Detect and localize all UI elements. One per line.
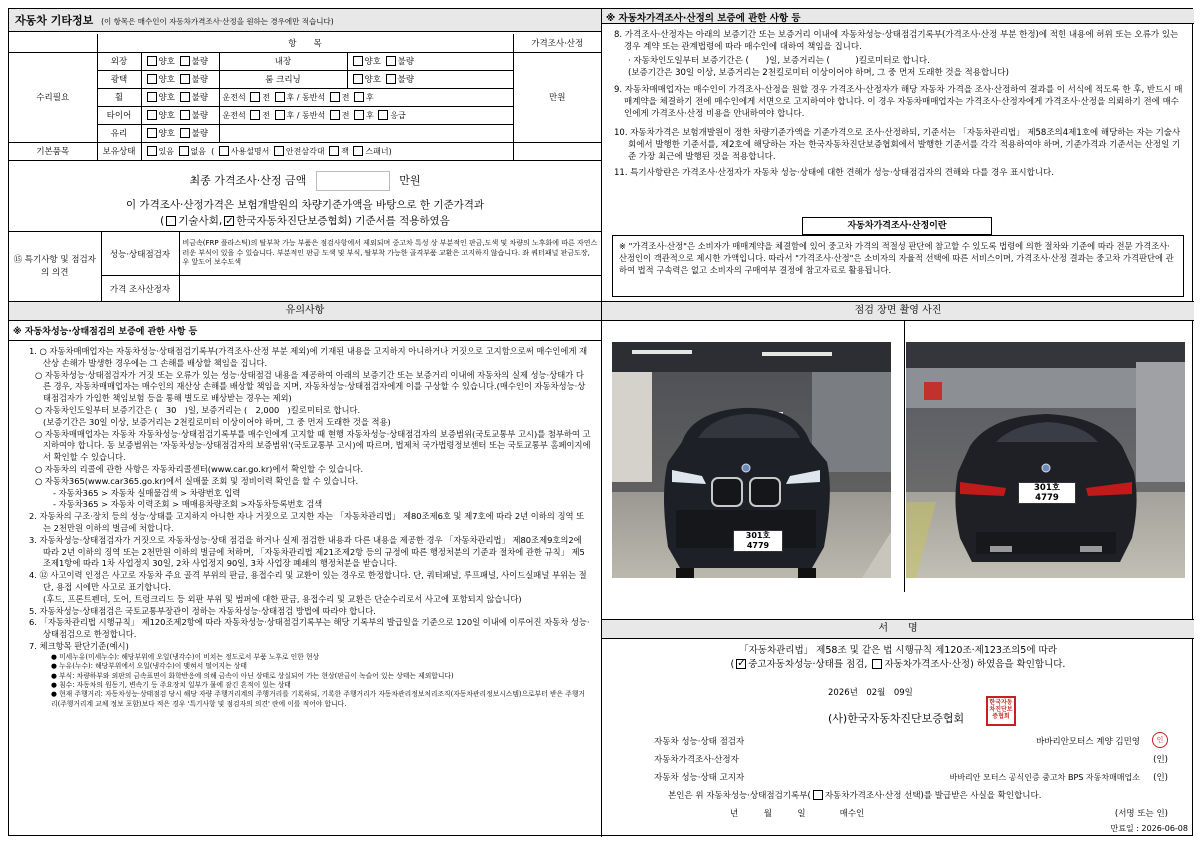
note-1-b: ○ 자동차성능·상태점검자가 거짓 또는 오류가 있는 성능·상태점검 내용을 제공하여 아래의 보증기간 또는 보증거리 이내에 자동차의 실제 성능·상태가 다른 경우, 자동차매매업자는 매수인의 재산상 손해를 배상할 책임을 지며, 자동차성능·상태점검자에게 이를 구상할 수 있습니다.(매수인이 자동차성능·상태점검자가 가입한 책임보험 등을 통해 별도로 배상받는 경우는 제외) [35, 369, 586, 404]
appraiser-label: 자동차가격조사·산정자 [654, 755, 739, 765]
buyer-sign-row [610, 806, 1186, 822]
header-item: 항 목 [97, 34, 513, 52]
bad-text: 불량 [191, 93, 209, 103]
wheel-front-checkbox[interactable] [250, 92, 260, 102]
criteria-item: ● 누유(누수): 해당부위에서 오일(냉각수)이 맺혀서 떨어지는 상태 [51, 662, 247, 671]
driver-seat-text: 운전석 [222, 92, 246, 102]
bad-text: 불량 [191, 129, 209, 139]
note-3: 3. 자동차성능·상태점검자가 거짓으로 자동차성능·상태 점검을 하거나 실제 점검한 내용과 다른 내용을 제공한 경우 「자동차관리법」 제80조제9호의2에 따라 2년 이하의 징역 또는 2천만원 이하의 벌금에 처하며, 「자동차관리법 제21조제2항 등의 규정에 따른 행정처분의 기준과 절차에 관한 규칙」 제5조제1항에 따라 1차 사업정지 30일, 2차 사업정지 90일, 3차 사업장 폐쇄의 행정처분을 받습니다. [29, 534, 585, 569]
tech-society-text: 기술사회, [178, 215, 223, 227]
gloss-label: 광택 [97, 70, 141, 88]
bad-text: 불량 [191, 111, 209, 121]
note-1-i: - 자동차365 > 자동차 이력조회 > 매매용차량조회 >자동차등록번호 검색 [53, 499, 323, 510]
tire-emergency-checkbox[interactable] [378, 110, 388, 120]
wheel-bad-checkbox[interactable] [180, 92, 190, 102]
tech-society-checkbox[interactable] [166, 216, 176, 226]
paren-text: ( [160, 215, 165, 227]
notifier-name: 바바리안 모터스 공식인증 중고차 BPS 자동차매매업소 [949, 773, 1140, 782]
none-checkbox[interactable] [179, 146, 189, 156]
tire-prear-checkbox[interactable] [354, 110, 364, 120]
none-text: 없음 [190, 146, 206, 156]
gloss-bad-checkbox[interactable] [180, 74, 190, 84]
warranty-period-note: (보증기간은 30일 이상, 보증거리는 2천킬로미터 이상이어야 하며, 그 중 먼저 도래한 것을 적용합니다) [628, 68, 1009, 78]
statement-line1: 「자동차관리법」 제58조 및 같은 법 시행규칙 제120조·제123조의5에 따라 [739, 645, 1057, 656]
special-notes-table [9, 231, 601, 301]
kaa-checkbox[interactable] [224, 216, 234, 226]
emergency-text: 응급 [390, 110, 406, 120]
final-price-label: 최종 가격조사·산정 금액 [189, 174, 307, 187]
organization-seal [986, 696, 1016, 726]
note-1-d: (보증기간은 30일 이상, 보증거리는 2천킬로미터 이상이어야 하며, 그 중 먼저 도래한 것을 적용) [43, 416, 391, 427]
criteria-item: ● 침수: 자동차의 원동기, 변속기 등 주요장치 일부가 물에 잠긴 흔적이 있는 상태 [51, 680, 291, 689]
front-text: 전 [262, 92, 270, 102]
possession-label: 보유상태 [97, 142, 141, 160]
note-4-b: (후드, 프론트펜더, 도어, 트렁크리드 등 외판 부위 및 범퍼에 대한 판금, 용접수리 및 교환은 단순수리로서 사고에 포함되지 않습니다) [43, 593, 522, 604]
note-7: 7. 체크항목 판단기준(예시) [29, 640, 129, 651]
note-1-h: - 자동차365 > 자동차 실매물검색 > 차량번호 입력 [53, 487, 241, 498]
manual-text: 사용설명서 [230, 146, 270, 156]
section-title-bar [9, 9, 601, 32]
tire-pfront-checkbox[interactable] [330, 110, 340, 120]
header-price: 가격조사·산정 [513, 34, 601, 52]
note-1-a: 1. ○ 자동차매매업자는 자동차성능·상태점검기록부(가격조사·산정 부분 제외)에 기재된 내용을 고지하지 아니하거나 거짓으로 고지함으로써 매수인에게 재산상 손해가 발생한 경우에는 그 손해를 배상할 책임을 집니다. [29, 346, 588, 368]
buyer-confirmation [668, 788, 1186, 804]
wheel-label: 휠 [97, 88, 141, 106]
inspector-name: 바바리안모터스 계양 김민영 [1036, 737, 1140, 747]
tire-label: 타이어 [97, 106, 141, 124]
organization-stamp: 한국자동차진단보증협회 [986, 696, 1016, 726]
good-text: 양호 [364, 75, 381, 85]
criteria-list [29, 653, 591, 709]
inspection-record-page [8, 8, 1193, 836]
signature-row-inspector [610, 734, 1186, 750]
wheel-good-checkbox[interactable] [147, 92, 157, 102]
performance-check-text: 중고자동차성능·상태를 점검, [748, 659, 868, 670]
warranty-item-9: 9. 자동차매매업자는 매수인이 가격조사·산정을 원할 경우 가격조사·산정자가 해당 자동차 가격을 조사·산정하여 결과를 이 서식에 적도록 한 후, 반드시 매매계약을 체결하기 전에 매수인에게 서면으로 고지하여야 합니다. 이 경우 자동차매매업자는 가격조사·산정자에게 가격조사·산정을 의뢰하기 전에 매수인에게 가격조사·산정 비용을 안내하여야 합니다. [614, 85, 1183, 119]
criteria-item: ● 부식: 차량하부와 외판의 금속표면이 화학반응에 의해 금속이 아닌 상태로 상실되어 가는 현상(판금이 녹슬어 있는 상태는 제외합니다) [51, 671, 454, 680]
appraiser-seal: (인) [1153, 755, 1168, 765]
warranty-item-10: 10. 자동차가격은 보험개발원이 정한 차량기준가액을 기준가격으로 조사·산정하되, 기준서는 「자동차관리법」 제58조의4제1호에 해당하는 자는 기술사회에서 발행한 기준서를, 제2호에 해당하는 자는 한국자동차진단보증협회에서 발행한 기준서를 각각 적용하여야 하며, 기준가격과 기준서는 산정일 기준 가장 최근에 발행된 것을 적용합니다. [614, 128, 1181, 162]
note-1-f: ○ 자동차의 리콜에 관한 사항은 자동차리콜센터(www.car.go.kr)에서 확인할 수 있습니다. [35, 463, 364, 474]
buyer-suffix: 자동차가격조사·산정 선택)를 발급받은 사실을 확인합니다. [824, 791, 1042, 801]
repair-table: 항 목 가격조사·산정 수리필요 외장 양호 불량 내장 양호 불량 만원 광택 양호 불량 룸 크리닝 양호 불량 휠 양호 불량 운전석 전 후 / 동반석 전 후 타이어 양호 불량 운전석 전 후 / 동반석 전 후 응급 유리 양호 불량 기본품목 보유상태 있음 없음 ( 사용설명서 안전삼각대 잭 스패너) [9, 34, 601, 161]
price-appraisal-checkbox[interactable] [872, 659, 882, 669]
rear-passenger-text: 후 / 동반석 [286, 110, 326, 120]
notifier-seal: (인) [1153, 773, 1168, 783]
buyer-date: 년 월 일 매수인 [730, 809, 865, 819]
good-text: 양호 [158, 57, 175, 67]
inspector-opinion-text: 비금속(FRP 플라스틱)의 탈부착 가능 부품은 점검사항에서 제외되며 중고차 특성 상 부분적인 판금,도색 및 차량의 노후화에 따른 자연스러운 부식이 있을 수 있습니다. 부분적인 판금 도색 및 부식, 탈부착 가능한 골격부품 교환은 고지하지 않습니다. 좌 쿼터패널 판금도장, 우 앞도어 보수도색 [179, 232, 601, 276]
final-price-row [9, 170, 601, 192]
price-appraisal-text: 자동차가격조사·산정) 하였음을 확인합니다. [884, 659, 1066, 670]
wheel-pfront-checkbox[interactable] [330, 92, 340, 102]
paren-text: ( [730, 659, 735, 670]
spanner-checkbox[interactable] [353, 146, 363, 156]
signature-statement [602, 644, 1194, 672]
note-6: 6. 「자동차관리법 시행규칙」 제120조제2항에 따라 자동차성능·상태점검기록부는 해당 기록부의 발급일을 기준으로 120일 이내에 이루어진 자동차 성능·상태점검으로 한정합니다. [29, 617, 590, 640]
rear-passenger-text: 후 / 동반석 [286, 92, 326, 102]
basic-items-label: 기본품목 [9, 142, 97, 160]
inspector-label: 자동차 성능·상태 점검자 [654, 737, 745, 747]
note-1-e: ○ 자동차매매업자는 자동차 자동차성능·상태점검기록부를 매수인에게 고지할 때 현행 자동차성능·상태점검자의 보증범위(국토교통부 고시)를 첨부하여 고지하여야 합니다. 동 보증범위는 '자동차성능·상태점검자의 보증범위'(국토교통부 고시)에 따르며, 법제처 국가법령정보센터 또는 국토교통부 홈페이지에서 확인할 수 있습니다. [35, 428, 591, 463]
spanner-text: 스패너 [365, 146, 389, 156]
photos-header: 점검 장면 촬영 사진 [602, 302, 1194, 321]
inspector-opinion-label: 성능·상태점검자 [101, 232, 179, 276]
buyer-appraisal-checkbox[interactable] [813, 790, 823, 800]
appraisal-definition-text: ※ "가격조사·산정"은 소비자가 매매계약을 체결함에 있어 중고차 가격의 적절성 판단에 참고할 수 있도록 법령에 의한 절차와 기준에 따라 전문 가격조사·산정인이 객관적으로 제시한 가액입니다. 따라서 "가격조사·산정"은 소비자의 자율적 선택에 따른 서비스이며, 가격조사·산정 결과는 중고차 가격판단에 관하여 법적 구속력은 없고 소비자의 구매여부 결정에 참고자료로 활용됩니다. [612, 235, 1184, 297]
vehicle-etc-info-section [9, 9, 601, 301]
warranty-item-8: 8. 가격조사·산정자는 아래의 보증기간 또는 보증거리 이내에 자동차성능·상태점검기록부(가격조사·산정 부분 한정)에 적힌 내용에 허위 또는 오류가 있는 경우 계약 또는 관계법령에 따라 매수인에 대하여 책임을 집니다. [614, 30, 1179, 52]
glass-bad-checkbox[interactable] [180, 128, 190, 138]
glass-good-checkbox[interactable] [147, 128, 157, 138]
room-cleaning-label: 룸 크리닝 [219, 70, 347, 88]
kaa-text: 한국자동차진단보증협회) 기준서를 적용하였음 [236, 215, 450, 227]
front-license-plate: 301호 4779 [733, 530, 783, 552]
front-text: 전 [262, 110, 270, 120]
section-subtitle: (이 항목은 매수인이 자동차가격조사·산정을 원하는 경우에만 적습니다) [101, 17, 334, 26]
appraisal-warranty-section [602, 9, 1194, 301]
notes-body [29, 346, 591, 709]
special-notes-label: ⑮ 특기사항 및 점검자의 의견 [9, 232, 101, 302]
have-checkbox[interactable] [147, 146, 157, 156]
bad-text: 불량 [397, 57, 415, 67]
basis-statement [9, 197, 601, 229]
notes-title: ※ 자동차성능·상태점검의 보증에 관한 사항 등 [9, 321, 601, 341]
rear-text: 후 [366, 92, 374, 102]
tire-rear-checkbox[interactable] [275, 110, 285, 120]
gloss-good-checkbox[interactable] [147, 74, 157, 84]
front-text: 전 [341, 92, 350, 102]
signature-row-notifier [610, 770, 1186, 786]
final-price-unit: 만원 [399, 174, 421, 187]
jack-text: 잭 [341, 146, 349, 156]
note-1-g: ○ 자동차365(www.car365.go.kr)에서 실매물 조회 및 정비이력 확인을 할 수 있습니다. [35, 475, 359, 486]
notes-section [9, 302, 601, 837]
car-rear-photo [906, 342, 1185, 578]
inspector-seal: 인 [1152, 732, 1168, 748]
signature-header: 서 명 [602, 620, 1194, 639]
good-text: 양호 [158, 129, 175, 139]
warranty-items [614, 29, 1186, 179]
note-5: 5. 자동차성능·상태점검은 국토교통부장관이 정하는 자동차성능·상태점검 방법에 따라야 합니다. [29, 605, 376, 616]
interior-bad-checkbox[interactable] [386, 56, 396, 66]
section-title: 자동차 기타정보 [15, 14, 94, 27]
signature-organization: (사)한국자동차진단보증협회 [828, 712, 965, 725]
note-1-c: ○ 자동차인도일부터 보증기간은 ( 30 )일, 보증거리는 ( 2,000 )킬로미터로 합니다. [35, 404, 361, 415]
tire-good-checkbox[interactable] [147, 110, 157, 120]
have-text: 있음 [158, 146, 174, 156]
interior-good-checkbox[interactable] [353, 56, 363, 66]
repair-need-label: 수리필요 [9, 52, 97, 142]
note-2: 2. 자동차의 구조·장치 등의 성능·상태를 고지하지 아니한 자나 거짓으로 고지한 자는 「자동차관리법」 제80조제6호 및 제7호에 따라 2년 이하의 징역 또는 2천만원 이하의 벌금에 처합니다. [29, 511, 585, 533]
triangle-text: 안전삼각대 [285, 146, 325, 156]
criteria-item: ● 현재 주행거리: 자동차성능·상태점검 당시 해당 자량 주행거리계의 주행거리를 기록하되, 기록한 주행거리가 자동차관리정보처리조직(자동차관리정보시스템)으로부터 받은 주행거리(주행거리계 교체 정보 포함)보다 적은 경우 '특기사항 및 점검자의 의견' 란에 이를 적어야 합니다. [51, 690, 585, 708]
performance-check-checkbox[interactable] [736, 659, 746, 669]
warranty-title: ※ 자동차가격조사·산정의 보증에 관한 사항 등 [602, 9, 1194, 24]
exterior-bad-checkbox[interactable] [180, 56, 190, 66]
room-good-checkbox[interactable] [353, 74, 363, 84]
inspection-photos-section [602, 302, 1194, 592]
room-bad-checkbox[interactable] [386, 74, 396, 84]
good-text: 양호 [158, 111, 175, 121]
price-unit: 만원 [513, 52, 601, 142]
buyer-sign: (서명 또는 인) [1114, 809, 1168, 819]
final-price-input[interactable] [316, 171, 390, 191]
rear-text: 후 [366, 110, 374, 120]
interior-label: 내장 [219, 52, 347, 70]
appraiser-opinion-label: 가격 조사산정자 [101, 276, 179, 302]
manual-checkbox[interactable] [219, 146, 229, 156]
tire-front-checkbox[interactable] [250, 110, 260, 120]
glass-label: 유리 [97, 124, 141, 142]
driver-seat-text: 운전석 [222, 110, 246, 120]
good-text: 양호 [158, 75, 175, 85]
good-text: 양호 [364, 57, 381, 67]
photo-divider [904, 321, 905, 592]
notifier-label: 자동차 성능·상태 고지자 [654, 773, 745, 783]
bad-text: 불량 [397, 75, 415, 85]
wheel-rear-checkbox[interactable] [275, 92, 285, 102]
signature-section [602, 620, 1194, 837]
exterior-label: 외장 [97, 52, 141, 70]
wheel-prear-checkbox[interactable] [354, 92, 364, 102]
exterior-good-checkbox[interactable] [147, 56, 157, 66]
expiry-date: 만료일 : 2026-06-08 [1110, 824, 1188, 833]
buyer-prefix: 본인은 위 자동차성능·상태점검기록부( [668, 791, 811, 801]
car-front-photo [612, 342, 891, 578]
bad-text: 불량 [191, 57, 209, 67]
appraisal-definition-title: 자동차가격조사·산정이란 [802, 217, 992, 235]
triangle-checkbox[interactable] [274, 146, 284, 156]
signature-row-appraiser [610, 752, 1186, 768]
front-text: 전 [341, 110, 350, 120]
good-text: 양호 [158, 93, 175, 103]
note-4: 4. ⑫ 사고이력 인정은 사고로 자동차 주요 골격 부위의 판금, 용접수리 및 교환이 있는 경우로 한정합니다. 단, 쿼터패널, 루프패널, 사이드실패널 부위는 절단, 용접 시에만 사고로 표기합니다. [29, 570, 587, 592]
bad-text: 불량 [191, 75, 209, 85]
signature-date: 2026년 02월 09일 [828, 688, 913, 698]
warranty-item-11: 11. 특기사항란은 가격조사·산정자가 자동차 성능·상태에 대한 견해가 성능·상태점검자의 견해와 다를 경우 표시합니다. [614, 168, 1054, 178]
basis-line1: 이 가격조사·산정가격은 보험개발원의 차량기준가액을 바탕으로 한 기준가격과 [125, 199, 485, 211]
car-rear-illustration [906, 342, 1185, 578]
rear-license-plate: 301호 4779 [1018, 482, 1076, 504]
warranty-period: · 자동차인도일부터 보증기간은 ( )일, 보증거리는 ( )킬로미터로 합니다. [628, 56, 930, 66]
jack-checkbox[interactable] [329, 146, 339, 156]
tire-bad-checkbox[interactable] [180, 110, 190, 120]
notes-header: 유의사항 [9, 302, 601, 321]
criteria-item: ● 미세누유(미세누수): 해당부위에 오일(냉각수)이 비치는 정도로서 부품 노후로 인한 현상 [51, 652, 320, 661]
